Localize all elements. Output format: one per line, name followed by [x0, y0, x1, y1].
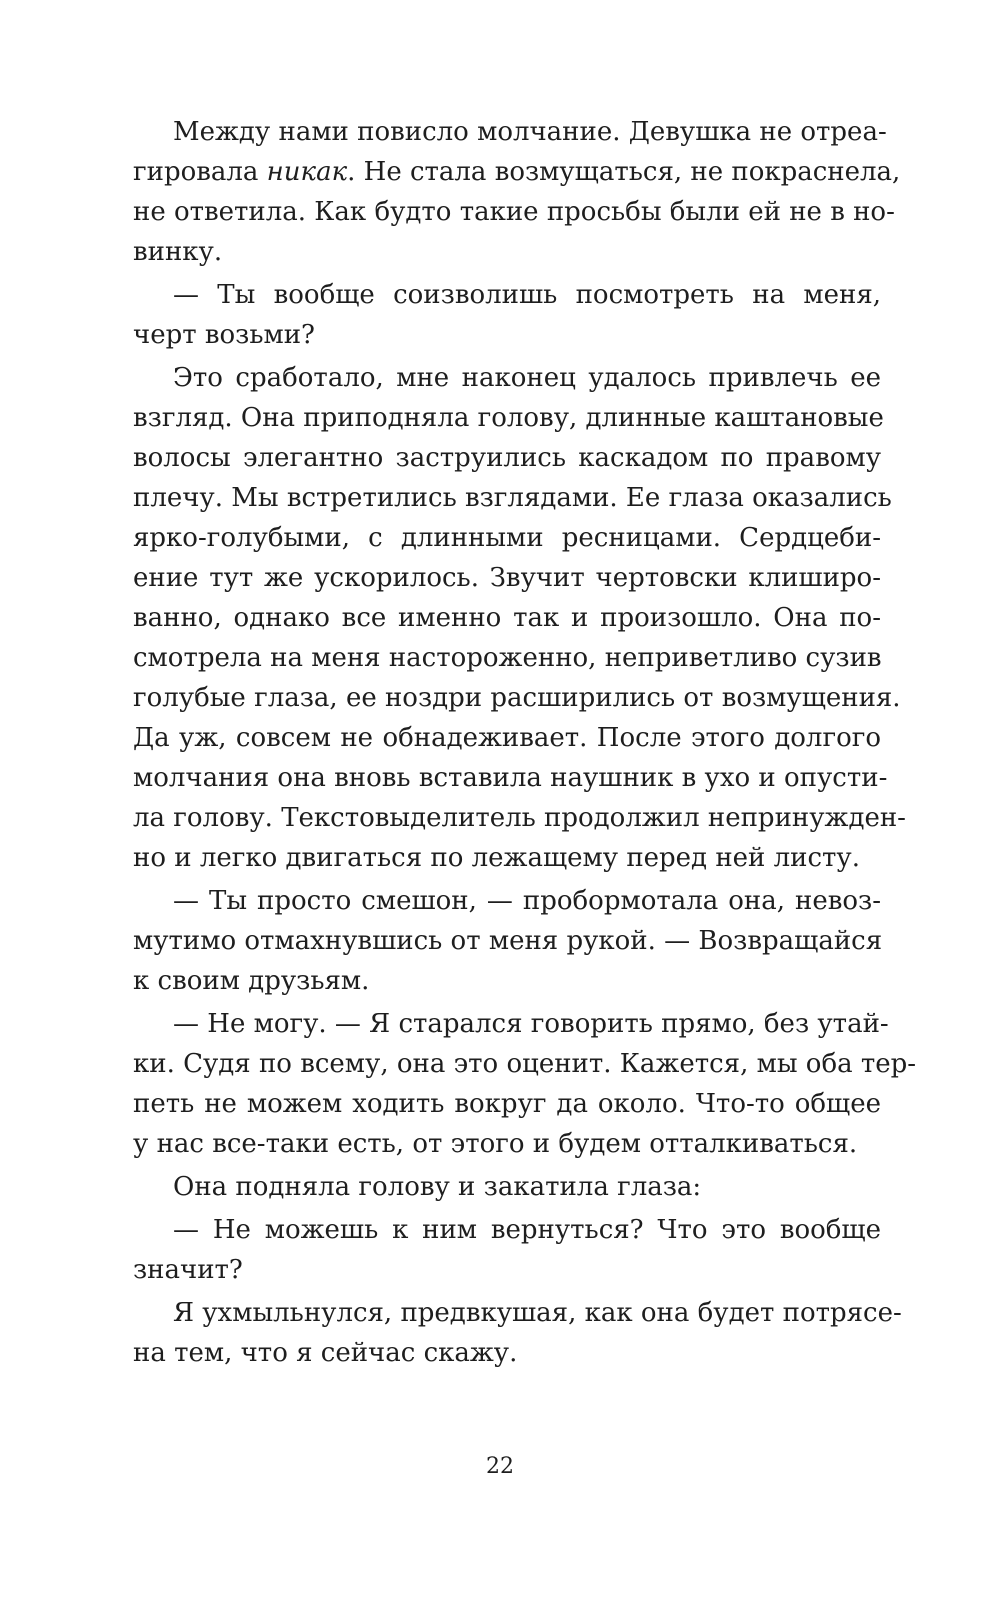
text-segment: . Не стала возмущаться, не покраснела, — [347, 157, 901, 187]
text-segment: ки. Судя по всему, она это оценит. Кажется, мы оба тер- — [133, 1049, 917, 1079]
text-segment: — Не могу. — Я старался говорить прямо, без утай- — [173, 1009, 889, 1039]
text-segment: мутимо отмахнувшись от меня рукой. — Возвращайся — [133, 926, 883, 956]
paragraph — [133, 112, 901, 272]
text-segment: ла голову. Текстовыделитель продолжил непринужден- — [133, 803, 906, 833]
text-line — [133, 192, 895, 232]
text-segment: ванно, однако все именно так и произошло. Она по- — [133, 603, 881, 633]
text-segment: у нас все-таки есть, от этого и будем отталкиваться. — [133, 1129, 858, 1159]
text-line — [133, 718, 881, 758]
paragraph — [133, 1293, 902, 1373]
text-segment: волосы элегантно заструились каскадом по правому — [133, 443, 881, 473]
text-segment: голубые глаза, ее ноздри расширились от возмущения. — [133, 683, 901, 713]
text-segment: взгляд. Она приподняла голову, длинные каштановые — [133, 403, 884, 433]
text-segment: — Ты вообще соизволишь посмотреть на меня, — [173, 280, 881, 310]
paragraph — [133, 358, 906, 878]
italic-text: никак — [266, 157, 348, 187]
text-line — [133, 1250, 881, 1290]
text-line — [133, 798, 906, 838]
text-line — [133, 1293, 902, 1333]
text-line — [133, 598, 881, 638]
text-segment: значит? — [133, 1255, 243, 1285]
text-line — [133, 112, 887, 152]
paragraph — [133, 275, 881, 355]
text-line — [133, 921, 881, 961]
text-segment: винку. — [133, 237, 223, 267]
text-line — [133, 838, 881, 878]
text-line — [133, 152, 901, 192]
text-line — [133, 478, 892, 518]
text-line — [133, 881, 881, 921]
text-segment: Это сработало, мне наконец удалось привлечь ее — [173, 363, 881, 393]
text-segment: черт возьми? — [133, 320, 315, 350]
page-number: 22 — [486, 1454, 514, 1479]
text-line — [133, 678, 901, 718]
text-segment: Между нами повисло молчание. Девушка не отреа- — [173, 117, 887, 147]
text-line — [133, 1084, 881, 1124]
text-segment: но и легко двигаться по лежащему перед ней листу. — [133, 843, 860, 873]
text-line — [133, 1004, 889, 1044]
text-line — [133, 518, 881, 558]
text-line — [133, 1167, 881, 1207]
text-line — [133, 961, 881, 1001]
text-segment: к своим друзьям. — [133, 966, 370, 996]
text-line — [133, 1210, 881, 1250]
text-segment: смотрела на меня настороженно, неприветливо сузив — [133, 643, 882, 673]
text-segment: молчания она вновь вставила наушник в ухо и опусти- — [133, 763, 888, 793]
text-line — [133, 1333, 881, 1373]
text-segment: ярко-голубыми, с длинными ресницами. Сердцеби- — [133, 523, 881, 553]
text-segment: петь не можем ходить вокруг да около. Что-то общее — [133, 1089, 881, 1119]
paragraph — [133, 1210, 881, 1290]
text-segment: — Не можешь к ним вернуться? Что это вообще — [173, 1215, 881, 1245]
text-segment: не ответила. Как будто такие просьбы были ей не в но- — [133, 197, 895, 227]
text-line — [133, 275, 881, 315]
text-line — [133, 1044, 917, 1084]
text-line — [133, 438, 881, 478]
text-line — [133, 315, 881, 355]
text-line — [133, 558, 881, 598]
text-segment: Да уж, совсем не обнадеживает. После этого долгого — [133, 723, 881, 753]
text-line — [133, 358, 881, 398]
body-text — [133, 112, 917, 1373]
text-line — [133, 758, 888, 798]
text-line — [133, 398, 884, 438]
text-segment: — Ты просто смешон, — пробормотала она, невоз- — [173, 886, 881, 916]
text-segment: Она подняла голову и закатила глаза: — [173, 1172, 702, 1202]
paragraph — [133, 881, 881, 1001]
paragraph — [133, 1004, 917, 1164]
text-line — [133, 232, 881, 272]
text-segment: плечу. Мы встретились взглядами. Ее глаза оказались — [133, 483, 892, 513]
text-segment: гировала — [133, 157, 267, 187]
paragraph — [133, 1167, 881, 1207]
text-segment: ение тут же ускорилось. Звучит чертовски клиширо- — [133, 563, 881, 593]
text-line — [133, 638, 881, 678]
text-line — [133, 1124, 881, 1164]
text-segment: на тем, что я сейчас скажу. — [133, 1338, 518, 1368]
text-segment: Я ухмыльнулся, предвкушая, как она будет потрясе- — [173, 1298, 902, 1328]
